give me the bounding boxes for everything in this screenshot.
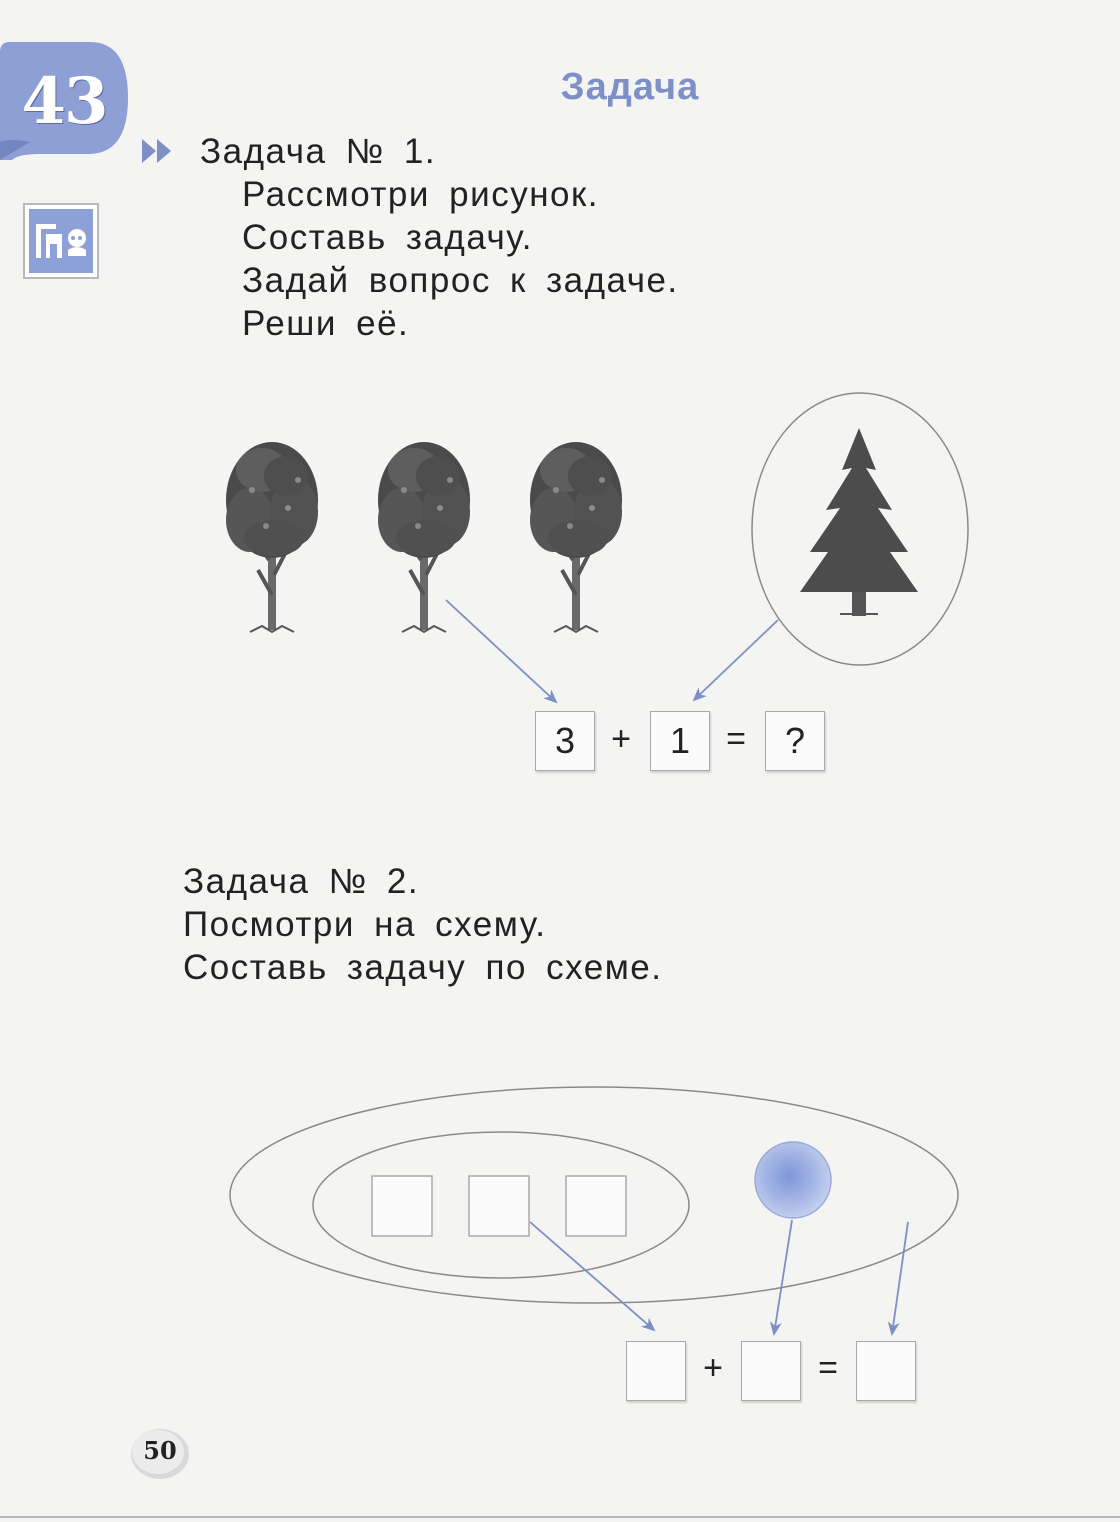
lesson-title: Задача [560,66,700,108]
equation-answer-box[interactable] [856,1341,916,1401]
arrow [892,1222,908,1334]
blue-ball [755,1142,831,1218]
lesson-number: 43 [21,64,107,139]
task1-title: Задача № 1. [200,132,437,171]
birch-tree [530,442,622,632]
birch-tree [226,442,318,632]
task2-line: Составь задачу по схеме. [183,948,663,987]
plus-sign: + [703,1349,723,1387]
equation-answer-box[interactable]: ? [765,711,825,771]
scheme-square [566,1176,626,1236]
task1-line: Рассмотри рисунок. [242,175,600,214]
task1-line: Задай вопрос к задаче. [242,261,679,300]
page-number: 50 [143,1436,177,1465]
task1-line: Реши её. [242,304,410,343]
scheme-square [469,1176,529,1236]
page-edge-line [0,1516,1120,1518]
fir-tree [800,428,918,616]
equation-box[interactable]: 1 [650,711,710,771]
equation-box[interactable] [741,1341,801,1401]
task2-line: Посмотри на схему. [183,905,547,944]
arrow [446,600,556,702]
equation-box[interactable]: 3 [535,711,595,771]
plus-sign: + [611,720,631,758]
scheme-square [372,1176,432,1236]
arrow [694,620,778,700]
equals-sign: = [818,1349,838,1387]
task2-instructions [183,860,662,989]
task2-title: Задача № 2. [183,862,420,901]
task1-line: Составь задачу. [242,218,533,257]
equals-sign: = [726,720,746,758]
equation-box[interactable] [626,1341,686,1401]
birch-tree [378,442,470,632]
arrow [774,1220,792,1334]
